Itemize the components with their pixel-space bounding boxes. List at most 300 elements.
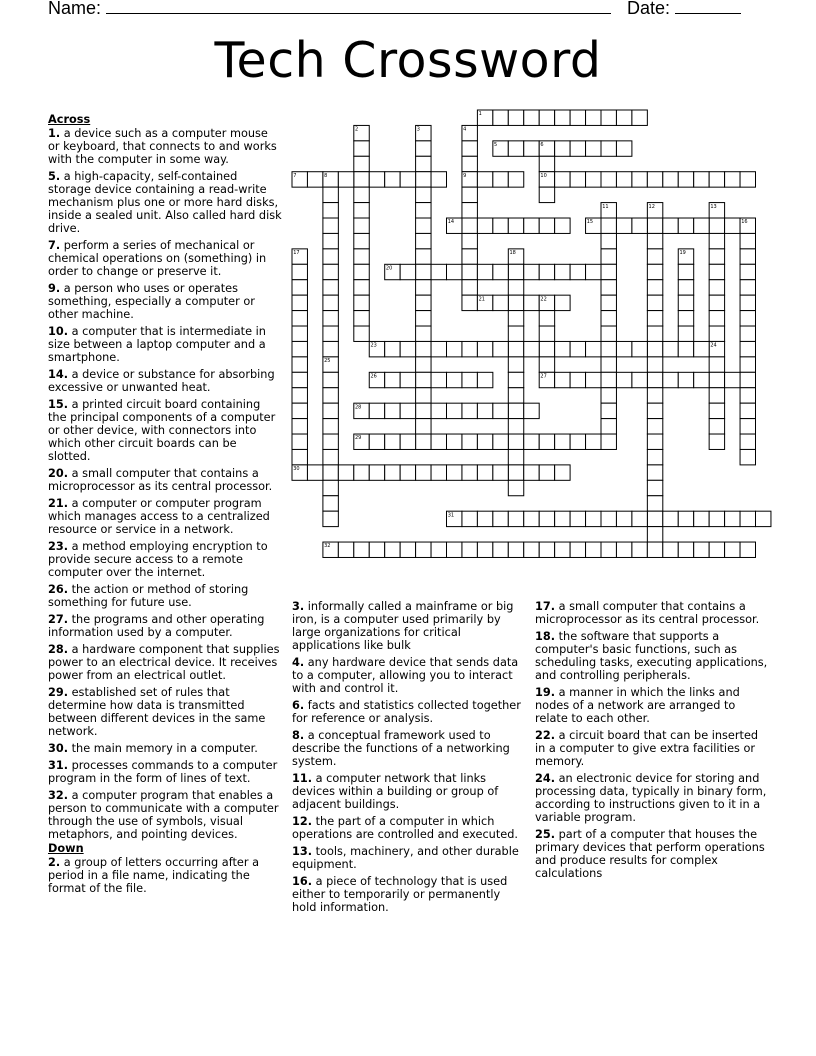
grid-cell[interactable] <box>678 280 693 295</box>
grid-cell[interactable] <box>416 434 431 449</box>
grid-cell[interactable] <box>555 511 570 526</box>
grid-cell[interactable] <box>431 465 446 480</box>
grid-cell[interactable] <box>555 542 570 557</box>
grid-cell[interactable] <box>539 357 554 372</box>
grid-cell[interactable] <box>678 218 693 233</box>
grid-cell[interactable] <box>725 372 740 387</box>
grid-cell[interactable] <box>493 403 508 418</box>
grid-cell[interactable] <box>601 218 616 233</box>
grid-cell[interactable] <box>416 156 431 171</box>
grid-cell[interactable] <box>462 249 477 264</box>
grid-cell[interactable] <box>462 203 477 218</box>
grid-cell[interactable] <box>385 465 400 480</box>
grid-cell[interactable] <box>462 295 477 310</box>
grid-cell[interactable] <box>477 372 492 387</box>
grid-cell[interactable] <box>462 233 477 248</box>
grid-cell[interactable] <box>354 264 369 279</box>
grid-cell[interactable] <box>447 542 462 557</box>
grid-cell[interactable] <box>338 542 353 557</box>
grid-cell[interactable] <box>647 264 662 279</box>
grid-cell[interactable] <box>508 542 523 557</box>
grid-cell[interactable] <box>586 542 601 557</box>
grid-cell[interactable] <box>647 172 662 187</box>
grid-cell[interactable] <box>323 311 338 326</box>
grid-cell[interactable] <box>601 249 616 264</box>
grid-cell[interactable] <box>616 372 631 387</box>
grid-cell[interactable] <box>369 542 384 557</box>
grid-cell[interactable] <box>508 218 523 233</box>
grid-cell[interactable] <box>725 542 740 557</box>
grid-cell[interactable] <box>292 449 307 464</box>
grid-cell[interactable] <box>524 141 539 156</box>
grid-cell[interactable] <box>647 295 662 310</box>
grid-cell[interactable] <box>740 341 755 356</box>
grid-cell[interactable] <box>493 264 508 279</box>
grid-cell[interactable] <box>616 218 631 233</box>
grid-cell[interactable] <box>292 357 307 372</box>
grid-cell[interactable] <box>601 295 616 310</box>
grid-cell[interactable] <box>555 295 570 310</box>
grid-cell[interactable] <box>508 264 523 279</box>
grid-cell[interactable] <box>709 295 724 310</box>
grid-cell[interactable] <box>292 341 307 356</box>
grid-cell[interactable] <box>416 403 431 418</box>
grid-cell[interactable] <box>307 465 322 480</box>
grid-cell[interactable] <box>647 542 662 557</box>
grid-cell[interactable] <box>709 542 724 557</box>
grid-cell[interactable] <box>709 311 724 326</box>
grid-cell[interactable] <box>524 542 539 557</box>
grid-cell[interactable] <box>477 542 492 557</box>
grid-cell[interactable] <box>447 372 462 387</box>
grid-cell[interactable] <box>694 511 709 526</box>
grid-cell[interactable] <box>539 156 554 171</box>
grid-cell[interactable] <box>400 434 415 449</box>
grid-cell[interactable] <box>740 372 755 387</box>
grid-cell[interactable] <box>647 249 662 264</box>
grid-cell[interactable] <box>601 341 616 356</box>
grid-cell[interactable] <box>601 419 616 434</box>
grid-cell[interactable] <box>508 388 523 403</box>
grid-cell[interactable] <box>647 465 662 480</box>
grid-cell[interactable] <box>354 141 369 156</box>
grid-cell[interactable] <box>694 341 709 356</box>
grid-cell[interactable] <box>354 311 369 326</box>
grid-cell[interactable] <box>647 388 662 403</box>
grid-cell[interactable] <box>539 326 554 341</box>
grid-cell[interactable] <box>354 156 369 171</box>
grid-cell[interactable] <box>477 264 492 279</box>
grid-cell[interactable] <box>678 511 693 526</box>
grid-cell[interactable] <box>447 341 462 356</box>
grid-cell[interactable] <box>647 403 662 418</box>
grid-cell[interactable] <box>647 480 662 495</box>
grid-cell[interactable] <box>354 465 369 480</box>
grid-cell[interactable] <box>647 218 662 233</box>
grid-cell[interactable] <box>570 110 585 125</box>
grid-cell[interactable] <box>586 264 601 279</box>
grid-cell[interactable] <box>524 511 539 526</box>
grid-cell[interactable] <box>586 434 601 449</box>
grid-cell[interactable] <box>462 511 477 526</box>
grid-cell[interactable] <box>508 419 523 434</box>
grid-cell[interactable] <box>632 341 647 356</box>
grid-cell[interactable] <box>524 218 539 233</box>
grid-cell[interactable] <box>323 249 338 264</box>
grid-cell[interactable] <box>632 542 647 557</box>
grid-cell[interactable] <box>539 218 554 233</box>
grid-cell[interactable] <box>632 218 647 233</box>
grid-cell[interactable] <box>323 218 338 233</box>
grid-cell[interactable] <box>570 434 585 449</box>
grid-cell[interactable] <box>493 110 508 125</box>
grid-cell[interactable] <box>369 403 384 418</box>
grid-cell[interactable] <box>601 542 616 557</box>
grid-cell[interactable] <box>416 141 431 156</box>
grid-cell[interactable] <box>663 511 678 526</box>
grid-cell[interactable] <box>524 465 539 480</box>
grid-cell[interactable] <box>555 341 570 356</box>
grid-cell[interactable] <box>493 218 508 233</box>
grid-cell[interactable] <box>508 141 523 156</box>
grid-cell[interactable] <box>462 280 477 295</box>
grid-cell[interactable] <box>694 542 709 557</box>
grid-cell[interactable] <box>292 403 307 418</box>
grid-cell[interactable] <box>292 264 307 279</box>
grid-cell[interactable] <box>493 434 508 449</box>
grid-cell[interactable] <box>416 419 431 434</box>
grid-cell[interactable] <box>354 203 369 218</box>
grid-cell[interactable] <box>354 233 369 248</box>
grid-cell[interactable] <box>431 172 446 187</box>
grid-cell[interactable] <box>647 233 662 248</box>
grid-cell[interactable] <box>323 465 338 480</box>
grid-cell[interactable] <box>292 372 307 387</box>
grid-cell[interactable] <box>323 264 338 279</box>
grid-cell[interactable] <box>323 388 338 403</box>
grid-cell[interactable] <box>493 341 508 356</box>
grid-cell[interactable] <box>323 326 338 341</box>
grid-cell[interactable] <box>647 326 662 341</box>
grid-cell[interactable] <box>555 172 570 187</box>
grid-cell[interactable] <box>524 403 539 418</box>
grid-cell[interactable] <box>601 434 616 449</box>
grid-cell[interactable] <box>740 233 755 248</box>
grid-cell[interactable] <box>354 295 369 310</box>
grid-cell[interactable] <box>601 280 616 295</box>
grid-cell[interactable] <box>740 403 755 418</box>
grid-cell[interactable] <box>431 341 446 356</box>
grid-cell[interactable] <box>740 449 755 464</box>
grid-cell[interactable] <box>338 465 353 480</box>
grid-cell[interactable] <box>431 403 446 418</box>
grid-cell[interactable] <box>647 511 662 526</box>
grid-cell[interactable] <box>369 172 384 187</box>
grid-cell[interactable] <box>508 465 523 480</box>
grid-cell[interactable] <box>555 465 570 480</box>
grid-cell[interactable] <box>632 110 647 125</box>
grid-cell[interactable] <box>647 372 662 387</box>
grid-cell[interactable] <box>385 403 400 418</box>
grid-cell[interactable] <box>647 527 662 542</box>
grid-cell[interactable] <box>740 357 755 372</box>
grid-cell[interactable] <box>431 264 446 279</box>
grid-cell[interactable] <box>477 403 492 418</box>
grid-cell[interactable] <box>508 295 523 310</box>
grid-cell[interactable] <box>369 434 384 449</box>
grid-cell[interactable] <box>462 341 477 356</box>
grid-cell[interactable] <box>709 419 724 434</box>
grid-cell[interactable] <box>400 542 415 557</box>
grid-cell[interactable] <box>385 341 400 356</box>
grid-cell[interactable] <box>462 264 477 279</box>
grid-cell[interactable] <box>539 341 554 356</box>
grid-cell[interactable] <box>385 172 400 187</box>
grid-cell[interactable] <box>477 172 492 187</box>
grid-cell[interactable] <box>539 187 554 202</box>
grid-cell[interactable] <box>555 264 570 279</box>
grid-cell[interactable] <box>508 357 523 372</box>
grid-cell[interactable] <box>570 511 585 526</box>
grid-cell[interactable] <box>292 295 307 310</box>
grid-cell[interactable] <box>678 264 693 279</box>
grid-cell[interactable] <box>725 218 740 233</box>
grid-cell[interactable] <box>601 172 616 187</box>
grid-cell[interactable] <box>462 542 477 557</box>
grid-cell[interactable] <box>354 280 369 295</box>
grid-cell[interactable] <box>431 434 446 449</box>
grid-cell[interactable] <box>400 264 415 279</box>
grid-cell[interactable] <box>462 218 477 233</box>
grid-cell[interactable] <box>307 172 322 187</box>
grid-cell[interactable] <box>477 218 492 233</box>
grid-cell[interactable] <box>740 326 755 341</box>
grid-cell[interactable] <box>678 326 693 341</box>
grid-cell[interactable] <box>647 449 662 464</box>
grid-cell[interactable] <box>416 295 431 310</box>
grid-cell[interactable] <box>740 419 755 434</box>
grid-cell[interactable] <box>709 372 724 387</box>
grid-cell[interactable] <box>647 311 662 326</box>
grid-cell[interactable] <box>601 110 616 125</box>
grid-cell[interactable] <box>555 218 570 233</box>
grid-cell[interactable] <box>555 434 570 449</box>
grid-cell[interactable] <box>416 203 431 218</box>
grid-cell[interactable] <box>586 511 601 526</box>
grid-cell[interactable] <box>508 449 523 464</box>
grid-cell[interactable] <box>354 172 369 187</box>
grid-cell[interactable] <box>570 264 585 279</box>
grid-cell[interactable] <box>323 295 338 310</box>
grid-cell[interactable] <box>632 172 647 187</box>
grid-cell[interactable] <box>647 341 662 356</box>
grid-cell[interactable] <box>539 465 554 480</box>
grid-cell[interactable] <box>508 341 523 356</box>
grid-cell[interactable] <box>709 403 724 418</box>
grid-cell[interactable] <box>323 434 338 449</box>
grid-cell[interactable] <box>740 434 755 449</box>
grid-cell[interactable] <box>292 311 307 326</box>
grid-cell[interactable] <box>416 542 431 557</box>
grid-cell[interactable] <box>570 141 585 156</box>
grid-cell[interactable] <box>694 172 709 187</box>
grid-cell[interactable] <box>586 372 601 387</box>
grid-cell[interactable] <box>416 233 431 248</box>
grid-cell[interactable] <box>416 264 431 279</box>
grid-cell[interactable] <box>586 110 601 125</box>
grid-cell[interactable] <box>740 311 755 326</box>
grid-cell[interactable] <box>678 295 693 310</box>
grid-cell[interactable] <box>740 542 755 557</box>
grid-cell[interactable] <box>508 372 523 387</box>
grid-cell[interactable] <box>740 280 755 295</box>
grid-cell[interactable] <box>601 264 616 279</box>
grid-cell[interactable] <box>740 388 755 403</box>
grid-cell[interactable] <box>663 172 678 187</box>
grid-cell[interactable] <box>647 419 662 434</box>
grid-cell[interactable] <box>616 341 631 356</box>
grid-cell[interactable] <box>292 326 307 341</box>
grid-cell[interactable] <box>740 249 755 264</box>
grid-cell[interactable] <box>709 264 724 279</box>
grid-cell[interactable] <box>539 264 554 279</box>
grid-cell[interactable] <box>508 110 523 125</box>
grid-cell[interactable] <box>740 511 755 526</box>
grid-cell[interactable] <box>570 372 585 387</box>
grid-cell[interactable] <box>508 172 523 187</box>
grid-cell[interactable] <box>601 372 616 387</box>
grid-cell[interactable] <box>462 156 477 171</box>
grid-cell[interactable] <box>416 218 431 233</box>
grid-cell[interactable] <box>709 249 724 264</box>
grid-cell[interactable] <box>354 218 369 233</box>
grid-cell[interactable] <box>416 172 431 187</box>
grid-cell[interactable] <box>539 311 554 326</box>
grid-cell[interactable] <box>323 496 338 511</box>
grid-cell[interactable] <box>493 465 508 480</box>
grid-cell[interactable] <box>462 434 477 449</box>
grid-cell[interactable] <box>524 434 539 449</box>
grid-cell[interactable] <box>323 480 338 495</box>
grid-cell[interactable] <box>508 403 523 418</box>
grid-cell[interactable] <box>678 542 693 557</box>
grid-cell[interactable] <box>678 372 693 387</box>
grid-cell[interactable] <box>555 372 570 387</box>
grid-cell[interactable] <box>400 403 415 418</box>
grid-cell[interactable] <box>462 141 477 156</box>
grid-cell[interactable] <box>647 496 662 511</box>
grid-cell[interactable] <box>586 141 601 156</box>
grid-cell[interactable] <box>632 511 647 526</box>
grid-cell[interactable] <box>524 341 539 356</box>
grid-cell[interactable] <box>323 341 338 356</box>
grid-cell[interactable] <box>725 511 740 526</box>
grid-cell[interactable] <box>462 465 477 480</box>
grid-cell[interactable] <box>462 187 477 202</box>
grid-cell[interactable] <box>323 203 338 218</box>
grid-cell[interactable] <box>539 511 554 526</box>
grid-cell[interactable] <box>616 110 631 125</box>
grid-cell[interactable] <box>647 357 662 372</box>
grid-cell[interactable] <box>508 311 523 326</box>
grid-cell[interactable] <box>447 403 462 418</box>
grid-cell[interactable] <box>601 357 616 372</box>
grid-cell[interactable] <box>477 434 492 449</box>
grid-cell[interactable] <box>354 187 369 202</box>
grid-cell[interactable] <box>709 388 724 403</box>
grid-cell[interactable] <box>524 295 539 310</box>
grid-cell[interactable] <box>601 141 616 156</box>
grid-cell[interactable] <box>385 434 400 449</box>
grid-cell[interactable] <box>678 311 693 326</box>
grid-cell[interactable] <box>431 542 446 557</box>
grid-cell[interactable] <box>323 403 338 418</box>
grid-cell[interactable] <box>663 218 678 233</box>
grid-cell[interactable] <box>709 511 724 526</box>
grid-cell[interactable] <box>400 372 415 387</box>
grid-cell[interactable] <box>416 341 431 356</box>
grid-cell[interactable] <box>524 110 539 125</box>
grid-cell[interactable] <box>323 187 338 202</box>
grid-cell[interactable] <box>740 295 755 310</box>
grid-cell[interactable] <box>323 511 338 526</box>
grid-cell[interactable] <box>709 280 724 295</box>
grid-cell[interactable] <box>601 326 616 341</box>
grid-cell[interactable] <box>524 264 539 279</box>
grid-cell[interactable] <box>539 542 554 557</box>
grid-cell[interactable] <box>323 372 338 387</box>
grid-cell[interactable] <box>709 218 724 233</box>
grid-cell[interactable] <box>493 295 508 310</box>
grid-cell[interactable] <box>570 542 585 557</box>
grid-cell[interactable] <box>493 172 508 187</box>
grid-cell[interactable] <box>416 249 431 264</box>
grid-cell[interactable] <box>539 110 554 125</box>
grid-cell[interactable] <box>586 172 601 187</box>
grid-cell[interactable] <box>323 233 338 248</box>
grid-cell[interactable] <box>709 172 724 187</box>
grid-cell[interactable] <box>462 403 477 418</box>
grid-cell[interactable] <box>740 264 755 279</box>
grid-cell[interactable] <box>354 249 369 264</box>
grid-cell[interactable] <box>323 449 338 464</box>
grid-cell[interactable] <box>555 141 570 156</box>
grid-cell[interactable] <box>601 388 616 403</box>
grid-cell[interactable] <box>385 372 400 387</box>
grid-cell[interactable] <box>647 434 662 449</box>
grid-cell[interactable] <box>678 341 693 356</box>
grid-cell[interactable] <box>354 542 369 557</box>
grid-cell[interactable] <box>725 172 740 187</box>
grid-cell[interactable] <box>416 311 431 326</box>
grid-cell[interactable] <box>447 434 462 449</box>
grid-cell[interactable] <box>477 341 492 356</box>
grid-cell[interactable] <box>709 434 724 449</box>
grid-cell[interactable] <box>709 357 724 372</box>
grid-cell[interactable] <box>462 372 477 387</box>
grid-cell[interactable] <box>400 172 415 187</box>
grid-cell[interactable] <box>493 511 508 526</box>
grid-cell[interactable] <box>477 465 492 480</box>
grid-cell[interactable] <box>354 326 369 341</box>
grid-cell[interactable] <box>663 341 678 356</box>
grid-cell[interactable] <box>385 542 400 557</box>
grid-cell[interactable] <box>416 326 431 341</box>
grid-cell[interactable] <box>416 388 431 403</box>
grid-cell[interactable] <box>632 372 647 387</box>
grid-cell[interactable] <box>416 357 431 372</box>
grid-cell[interactable] <box>616 172 631 187</box>
